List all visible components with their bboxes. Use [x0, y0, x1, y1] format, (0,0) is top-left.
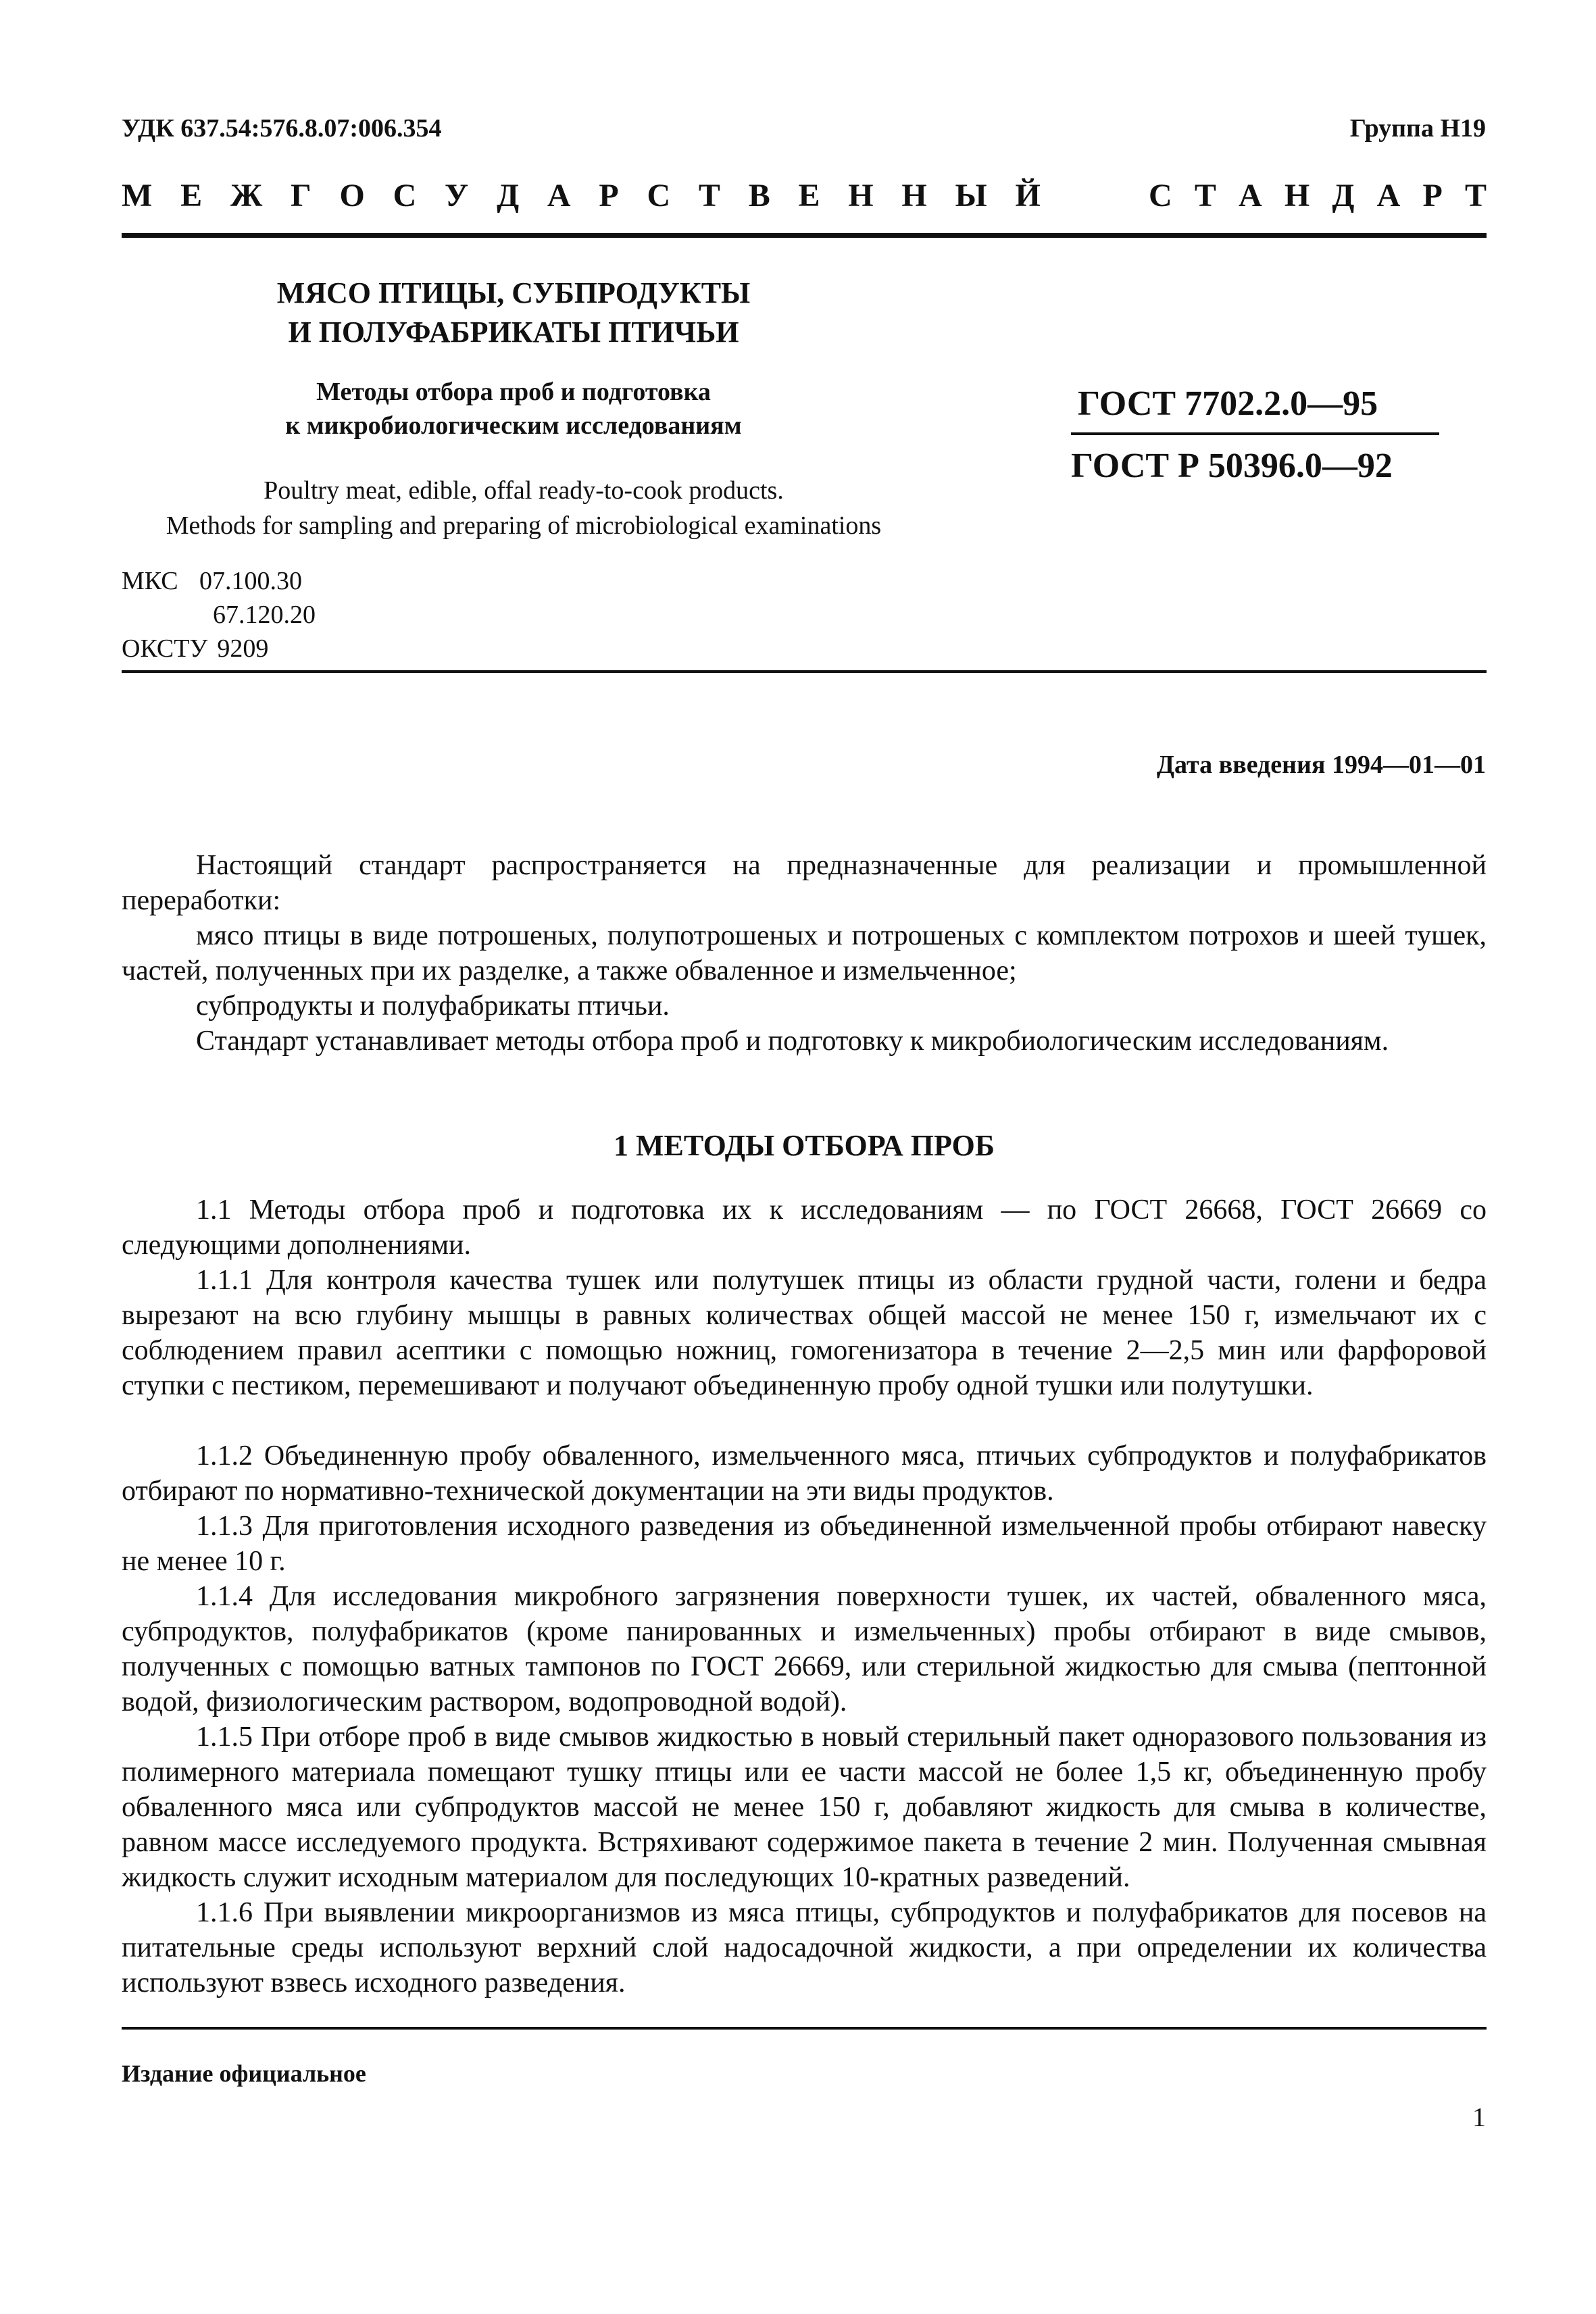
- heading-letter: Ы: [955, 178, 987, 213]
- english-title: [108, 473, 939, 543]
- heading-letter: Г: [291, 178, 311, 213]
- subtitle-line-2: к микробиологическим исследованиям: [285, 411, 742, 440]
- standard-word: [1149, 177, 1487, 214]
- heading-letter: Н: [901, 178, 927, 213]
- gost-code-2: ГОСТ Р 50396.0—92: [1071, 447, 1393, 485]
- gost-divider: [1071, 432, 1439, 435]
- heading-letter: Й: [1015, 178, 1041, 213]
- scope-paragraph-4: Стандарт устанавливает методы отбора проб и подготовку к микробиологическим исследованиям.: [196, 1026, 1389, 1057]
- heading-letter: С: [1149, 178, 1172, 213]
- heading-letter: Е: [798, 178, 820, 213]
- mks-code-2: 67.120.20: [213, 601, 316, 629]
- clause-1-1-3: 1.1.3 Для приготовления исходного разведения из объединенной измельченной пробы отбирают навеску не менее 10 г.: [122, 1511, 1487, 1577]
- gost-code-1: ГОСТ 7702.2.0—95: [1078, 384, 1378, 423]
- heading-letter: Д: [497, 178, 520, 213]
- subtitle-line-1: Методы отбора проб и подготовка: [316, 378, 711, 406]
- document-title: [223, 274, 804, 352]
- classification-divider: [122, 670, 1487, 673]
- footer-divider: [122, 2027, 1487, 2030]
- heading-letter: Н: [1284, 178, 1310, 213]
- heading-letter: Т: [698, 178, 720, 213]
- group-code: Группа Н19: [1349, 114, 1486, 143]
- header-divider: [122, 233, 1487, 238]
- title-line-2: И ПОЛУФАБРИКАТЫ ПТИЧЬИ: [288, 316, 739, 349]
- mks-code-1: 07.100.30: [199, 567, 302, 595]
- heading-letter: В: [748, 178, 770, 213]
- heading-letter: А: [1239, 178, 1262, 213]
- interstate-word: [122, 177, 1041, 214]
- heading-letter: Н: [848, 178, 874, 213]
- udk-code: УДК 637.54:576.8.07:006.354: [122, 114, 442, 143]
- heading-letter: Е: [180, 178, 203, 213]
- classification-codes: [122, 564, 316, 665]
- title-line-1: МЯСО ПТИЦЫ, СУБПРОДУКТЫ: [276, 276, 751, 309]
- scope-paragraph-2: мясо птицы в виде потрошеных, полупотрошеных и потрошеных с комплектом потрохов и шеей тушек, частей, полученных при их разделке, а также обваленное и измельченное;: [122, 920, 1487, 986]
- clause-1-1-5: 1.1.5 При отборе проб в виде смывов жидкостью в новый стерильный пакет одноразового пользования из полимерного материала помещают тушку птицы или ее части массой не более 1,5 кг, объединенную пробу обваленного мяса или субпродуктов массой не менее 150 г, добавляют жидкость для смыва в количестве, равном массе исследуемого продукта. Встряхивают содержимое пакета в течение 2 мин. Полученная смывная жидкость служит исходным материалом для последующих 10-кратных разведений.: [122, 1721, 1487, 1893]
- heading-letter: А: [1376, 178, 1401, 213]
- heading-letter: Т: [1464, 178, 1487, 213]
- oksty-label: ОКСТУ: [122, 634, 208, 663]
- heading-letter: А: [547, 178, 571, 213]
- mks-label: МКС: [122, 567, 178, 595]
- scope-paragraph-3: субпродукты и полуфабрикаты птичьи.: [196, 990, 670, 1022]
- document-subtitle: [223, 375, 804, 443]
- heading-letter: Д: [1332, 178, 1355, 213]
- clause-1-1-4: 1.1.4 Для исследования микробного загрязнения поверхности тушек, их частей, обваленного мяса, субпродуктов, полуфабрикатов (кроме панированных и измельченных) пробы отбирают в виде смывов, полученных с помощью ватных тампонов по ГОСТ 26669, или стерильной жидкостью для смыва (пептонной водой, физиологическим раствором, водопроводной водой).: [122, 1581, 1487, 1717]
- interstate-standard-heading: [122, 177, 1487, 214]
- english-title-line-1: Poultry meat, edible, offal ready-to-cook products.: [264, 476, 784, 505]
- heading-letter: У: [445, 178, 469, 213]
- heading-letter: С: [647, 178, 671, 213]
- section-title: 1 МЕТОДЫ ОТБОРА ПРОБ: [614, 1129, 995, 1162]
- english-title-line-2: Methods for sampling and preparing of microbiological examinations: [166, 511, 882, 540]
- oksty-code: 9209: [217, 634, 269, 663]
- clause-1-1-6: 1.1.6 При выявлении микроорганизмов из мяса птицы, субпродуктов и полуфабрикатов для посевов на питательные среды используют верхний слой надосадочной жидкости, а при определении их количества используют взвесь исходного разведения.: [122, 1897, 1487, 1998]
- edition-note: Издание официальное: [122, 2060, 366, 2087]
- heading-letter: М: [122, 178, 153, 213]
- heading-letter: Р: [1422, 178, 1443, 213]
- introduction-date: Дата введения 1994—01—01: [1156, 751, 1486, 779]
- heading-letter: С: [393, 178, 417, 213]
- heading-letter: О: [339, 178, 365, 213]
- heading-letter: Р: [599, 178, 619, 213]
- clause-1-1-1: 1.1.1 Для контроля качества тушек или полутушек птицы из области грудной части, голени и бедра вырезают на всю глубину мышцы в равных количествах общей массой не менее 150 г, измельчают их с соблюдением правил асептики с помощью ножниц, гомогенизатора в течение 2—2,5 мин или фарфоровой ступки с пестиком, перемешивают и получают объединенную пробу одной тушки или полутушки.: [122, 1265, 1487, 1401]
- scope-paragraph-1: Настоящий стандарт распространяется на предназначенные для реализации и промышленной переработки:: [122, 850, 1487, 916]
- heading-letter: Ж: [230, 178, 263, 213]
- clause-1-1: 1.1 Методы отбора проб и подготовка их к исследованиям — по ГОСТ 26668, ГОСТ 26669 со следующими дополнениями.: [122, 1194, 1487, 1261]
- page-number: 1: [1472, 2102, 1486, 2132]
- heading-letter: Т: [1194, 178, 1216, 213]
- clause-1-1-2: 1.1.2 Объединенную пробу обваленного, измельченного мяса, птичьих субпродуктов и полуфабрикатов отбирают по нормативно-технической документации на эти виды продуктов.: [122, 1440, 1487, 1507]
